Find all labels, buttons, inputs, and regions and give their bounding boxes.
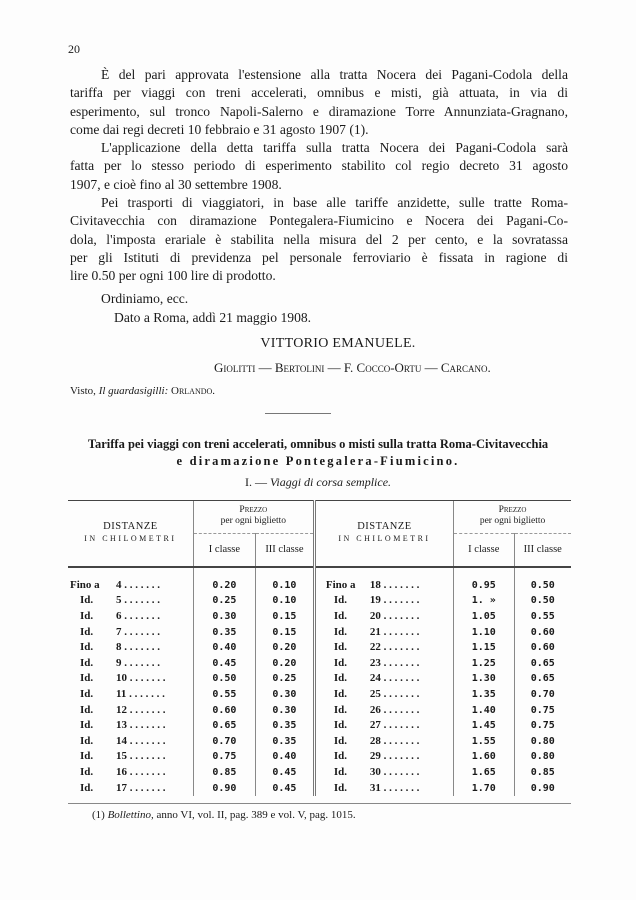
price-class3: 0.60: [514, 640, 571, 656]
price-class3: 0.75: [514, 718, 571, 734]
price-class3: 0.85: [514, 765, 571, 781]
leader-dots: . . . . . . .: [380, 734, 420, 747]
price-class1: 0.90: [193, 780, 255, 796]
distance-prefix: Id.: [80, 625, 94, 638]
paragraph-line: È del pari approvata l'estensione alla tratta Nocera dei Pagani-Codola della: [101, 67, 568, 82]
distance-cell: [314, 593, 453, 609]
distance-km: 29: [369, 750, 381, 763]
price-class3: 0.55: [514, 609, 571, 625]
visto-line: [70, 385, 215, 397]
price-class3: 0.50: [514, 593, 571, 609]
section-number: I. —: [244, 475, 267, 489]
distance-prefix: Id.: [333, 609, 347, 622]
paragraph-line: fatta per lo stesso periodo di esperimento stabilito col regio decreto 31 agosto: [70, 158, 568, 174]
distance-cell: [314, 718, 453, 734]
price-class3: 0.30: [255, 702, 314, 718]
distance-km: 16: [116, 765, 127, 778]
distance-km: 18: [369, 578, 381, 591]
price-class3: 0.15: [255, 624, 314, 640]
distance-cell: [68, 733, 193, 749]
distance-km: 23: [369, 656, 381, 669]
section-label: Viaggi di corsa semplice.: [269, 475, 392, 489]
distance-km: 21: [369, 625, 381, 638]
paragraph-line: dola, l'imposta erariale è stabilita nella misura del 2 per cento, e la sovratassa: [70, 231, 568, 247]
leader-dots: . . . . . . .: [127, 781, 166, 794]
date-line-wrap: [70, 309, 568, 327]
price-class3: 0.80: [514, 733, 571, 749]
price-class3: 0.50: [514, 578, 571, 594]
distance-km: 12: [116, 703, 127, 716]
leader-dots: . . . . . . .: [380, 625, 420, 638]
table-row: [68, 640, 571, 656]
distance-cell: [68, 640, 193, 656]
price-class1: 1.10: [454, 624, 514, 640]
paragraph-line: Pei trasporti di viaggiatori, in base alle tariffe anzidette, sulle tratte Roma-: [101, 195, 568, 211]
table-row: [68, 578, 571, 594]
table-row: [68, 780, 571, 796]
header-distanze-right: DISTANZE: [314, 501, 453, 534]
distance-cell: [68, 609, 193, 625]
price-class1: 1. »: [454, 593, 514, 609]
table-row: [68, 609, 571, 625]
leader-dots: . . . . . . .: [121, 578, 160, 591]
distance-prefix: Id.: [80, 703, 94, 716]
paragraph: [70, 139, 568, 194]
section-divider: [265, 413, 331, 414]
distance-prefix: Id.: [80, 734, 94, 747]
distance-km: 14: [116, 734, 127, 747]
price-class3: 0.10: [255, 578, 314, 594]
distance-km: 4: [116, 578, 122, 591]
price-class3: 0.75: [514, 702, 571, 718]
table-row: [68, 593, 571, 609]
header-class1-left: I classe: [193, 533, 255, 567]
table-row: [68, 655, 571, 671]
distance-cell: [68, 655, 193, 671]
distance-km: 5: [116, 594, 122, 607]
table-title-line1: Tariffa pei viaggi con treni accelerati, omnibus o misti sulla tratta Roma-Civitavecchia: [87, 437, 549, 451]
leader-dots: . . . . . . .: [121, 609, 160, 622]
king-signature: VITTORIO EMANUELE.: [260, 336, 416, 351]
table-row: [68, 749, 571, 765]
distance-cell: [68, 687, 193, 703]
footnote-source: Bollettino,: [107, 809, 154, 821]
price-class3: 0.45: [255, 780, 314, 796]
distance-cell: [314, 687, 453, 703]
distance-cell: [314, 655, 453, 671]
distance-km: 27: [369, 719, 381, 732]
paragraph-line: come dai regi decreti 10 febbraio e 31 agosto 1907 (1).: [70, 121, 369, 137]
distance-cell: [68, 671, 193, 687]
leader-dots: . . . . . . .: [126, 687, 165, 700]
price-class1: 1.40: [454, 702, 514, 718]
distance-cell: [68, 624, 193, 640]
paragraph: [70, 66, 568, 139]
price-class1: 1.65: [454, 765, 514, 781]
price-class3: 0.35: [255, 733, 314, 749]
price-class1: 1.25: [454, 655, 514, 671]
price-class1: 0.45: [193, 655, 255, 671]
paragraph-line: lire 0.50 per ogni 100 lire di prodotto.: [70, 268, 276, 284]
distance-prefix: Id.: [80, 609, 94, 622]
visto-prefix: Visto,: [70, 385, 96, 397]
footnote: [92, 809, 356, 821]
visto-name: Orlando.: [171, 385, 216, 397]
header-class1-right: I classe: [454, 533, 514, 567]
ministers-signatures: Giolitti — Bertolini — F. Cocco-Ortu — Carcano.: [214, 360, 491, 375]
distance-cell: [68, 765, 193, 781]
distance-km: 15: [116, 750, 127, 763]
leader-dots: . . . . . . .: [380, 578, 420, 591]
table-row: [68, 624, 571, 640]
header-km-left: IN CHILOMETRI: [84, 534, 177, 543]
paragraph-line: tariffa per viaggi con treni accelerati, omnibus e misti, già attuata, in via di: [70, 85, 568, 101]
paragraph-line: Civitavecchia con diramazione Pontegalera-Fiumicino e Nocera dei Pagani-Co-: [70, 213, 568, 229]
header-distanze-left: DISTANZE: [68, 501, 193, 534]
price-class1: 1.05: [454, 609, 514, 625]
distance-cell: [314, 609, 453, 625]
price-class1: 0.20: [193, 578, 255, 594]
distance-km: 17: [116, 781, 127, 794]
distance-prefix: Id.: [80, 781, 94, 794]
distance-km: 22: [369, 641, 381, 654]
distance-cell: [68, 702, 193, 718]
table-title: [0, 436, 636, 470]
leader-dots: . . . . . . .: [380, 703, 420, 716]
distance-km: 30: [369, 765, 381, 778]
price-class3: 0.20: [255, 655, 314, 671]
price-class1: 1.45: [454, 718, 514, 734]
leader-dots: . . . . . . .: [380, 656, 420, 669]
leader-dots: . . . . . . .: [380, 781, 420, 794]
price-class3: 0.65: [514, 671, 571, 687]
distance-prefix: Id.: [333, 641, 347, 654]
price-class1: 0.55: [193, 687, 255, 703]
distance-cell: [68, 780, 193, 796]
distance-prefix: Id.: [333, 625, 347, 638]
price-class1: 0.65: [193, 718, 255, 734]
leader-dots: . . . . . . .: [127, 734, 166, 747]
distance-cell: [314, 780, 453, 796]
price-class1: 0.30: [193, 609, 255, 625]
price-class3: 0.35: [255, 718, 314, 734]
distance-prefix: Id.: [80, 687, 94, 700]
distance-prefix: Id.: [333, 656, 347, 669]
distance-cell: [314, 624, 453, 640]
distance-km: 26: [369, 703, 381, 716]
table-row: [68, 765, 571, 781]
price-class1: 1.55: [454, 733, 514, 749]
distance-km: 8: [116, 641, 122, 654]
per-biglietto-label: per ogni biglietto: [479, 516, 546, 526]
leader-dots: . . . . . . .: [121, 656, 160, 669]
date-line: Dato a Roma, addì 21 maggio 1908.: [114, 310, 312, 325]
distance-cell: [68, 749, 193, 765]
distance-km: 11: [116, 687, 127, 700]
price-class1: 1.60: [454, 749, 514, 765]
leader-dots: . . . . . . .: [121, 641, 160, 654]
distance-cell: [314, 640, 453, 656]
distance-prefix: Id.: [333, 750, 347, 763]
price-class3: 0.80: [514, 749, 571, 765]
leader-dots: . . . . . . .: [380, 672, 420, 685]
distance-km: 6: [116, 609, 122, 622]
price-class1: 0.60: [193, 702, 255, 718]
price-class3: 0.30: [255, 687, 314, 703]
header-prezzo-right: [454, 501, 571, 534]
leader-dots: . . . . . . .: [127, 750, 166, 763]
paragraph: [70, 290, 568, 308]
price-class3: 0.60: [514, 624, 571, 640]
distance-prefix: Id.: [333, 765, 347, 778]
fare-table: [68, 500, 571, 796]
header-class3-right: III classe: [514, 533, 571, 567]
distance-prefix: Id.: [80, 672, 94, 685]
prezzo-label: Prezzo: [498, 505, 527, 515]
distance-cell: [314, 733, 453, 749]
price-class1: 0.40: [193, 640, 255, 656]
leader-dots: . . . . . . .: [380, 765, 420, 778]
price-class1: 0.75: [193, 749, 255, 765]
distance-km: 10: [116, 672, 127, 685]
distance-km: 20: [369, 609, 381, 622]
distance-prefix: Id.: [333, 687, 347, 700]
distance-prefix: Id.: [333, 719, 347, 732]
per-biglietto-label: per ogni biglietto: [220, 516, 287, 526]
leader-dots: . . . . . . .: [380, 594, 420, 607]
distance-cell: [314, 749, 453, 765]
paragraph-line: per gli Istituti di previdenza pel personale ferroviario è fissata in ragione di: [70, 249, 568, 265]
distance-prefix: Id.: [333, 703, 347, 716]
table-title-line2: e diramazione Pontegalera-Fiumicino.: [176, 454, 460, 468]
table-row: [68, 687, 571, 703]
price-class1: 1.15: [454, 640, 514, 656]
distance-km: 9: [116, 656, 122, 669]
price-class1: 1.30: [454, 671, 514, 687]
distance-km: 31: [369, 781, 381, 794]
distance-km: 7: [116, 625, 122, 638]
paragraph-line: esperimento, sul tronco Napoli-Salerno e diramazione Torre Annunziata-Gragnano,: [70, 103, 568, 119]
section-heading: [0, 475, 636, 490]
distance-prefix: Id.: [80, 594, 94, 607]
paragraph-line: Ordiniamo, ecc.: [101, 290, 189, 306]
decree-body: [70, 66, 568, 308]
price-class1: 0.50: [193, 671, 255, 687]
distance-prefix: Id.: [80, 656, 94, 669]
distance-prefix: Fino a: [325, 578, 356, 591]
distance-prefix: Id.: [333, 781, 347, 794]
prezzo-label: Prezzo: [239, 505, 268, 515]
price-class3: 0.40: [255, 749, 314, 765]
header-class3-left: III classe: [255, 533, 314, 567]
paragraph: [70, 194, 568, 285]
distance-km: 24: [369, 672, 381, 685]
distance-prefix: Fino a: [70, 578, 100, 591]
distance-cell: [68, 578, 193, 594]
leader-dots: . . . . . . .: [380, 687, 420, 700]
leader-dots: . . . . . . .: [380, 719, 420, 732]
price-class3: 0.10: [255, 593, 314, 609]
distance-cell: [314, 578, 453, 594]
table-row: [68, 718, 571, 734]
distance-prefix: Id.: [80, 641, 94, 654]
distance-km: 28: [369, 734, 381, 747]
price-class1: 0.85: [193, 765, 255, 781]
price-class3: 0.20: [255, 640, 314, 656]
leader-dots: . . . . . . .: [380, 641, 420, 654]
price-class1: 1.70: [454, 780, 514, 796]
leader-dots: . . . . . . .: [380, 750, 420, 763]
leader-dots: . . . . . . .: [127, 703, 166, 716]
price-class1: 0.25: [193, 593, 255, 609]
price-class1: 0.35: [193, 624, 255, 640]
distance-cell: [314, 702, 453, 718]
visto-title: Il guardasigilli:: [98, 385, 169, 397]
price-class3: 0.25: [255, 671, 314, 687]
price-class1: 1.35: [454, 687, 514, 703]
price-class1: 0.95: [454, 578, 514, 594]
price-class3: 0.15: [255, 609, 314, 625]
distance-km: 25: [369, 687, 381, 700]
table-row: [68, 702, 571, 718]
distance-prefix: Id.: [333, 734, 347, 747]
paragraph-line: L'applicazione della detta tariffa sulla tratta Nocera dei Pagani-Codola sarà: [101, 140, 568, 156]
price-class3: 0.45: [255, 765, 314, 781]
leader-dots: . . . . . . .: [121, 625, 160, 638]
leader-dots: . . . . . . .: [127, 765, 166, 778]
leader-dots: . . . . . . .: [380, 609, 420, 622]
leader-dots: . . . . . . .: [127, 719, 166, 732]
table-row: [68, 671, 571, 687]
distance-km: 19: [369, 594, 381, 607]
footnote-rule: [68, 803, 571, 804]
distance-cell: [314, 765, 453, 781]
header-km-right: IN CHILOMETRI: [314, 533, 453, 567]
leader-dots: . . . . . . .: [127, 672, 166, 685]
price-class3: 0.70: [514, 687, 571, 703]
header-prezzo-left: [193, 501, 314, 534]
leader-dots: . . . . . . .: [121, 594, 160, 607]
distance-cell: [68, 718, 193, 734]
distance-prefix: Id.: [333, 672, 347, 685]
table-row: [68, 733, 571, 749]
page-number: 20: [68, 42, 80, 56]
paragraph-line: 1907, e cioè fino al 30 settembre 1908.: [70, 176, 282, 192]
distance-prefix: Id.: [80, 750, 94, 763]
price-class3: 0.65: [514, 655, 571, 671]
distance-cell: [68, 593, 193, 609]
price-class1: 0.70: [193, 733, 255, 749]
footnote-text: anno VI, vol. II, pag. 389 e vol. V, pag. 1015.: [156, 809, 356, 821]
distance-cell: [314, 671, 453, 687]
distance-prefix: Id.: [80, 765, 94, 778]
footnote-number: (1): [92, 809, 105, 821]
distance-prefix: Id.: [333, 594, 347, 607]
price-class3: 0.90: [514, 780, 571, 796]
distance-prefix: Id.: [80, 719, 94, 732]
distance-km: 13: [116, 719, 127, 732]
